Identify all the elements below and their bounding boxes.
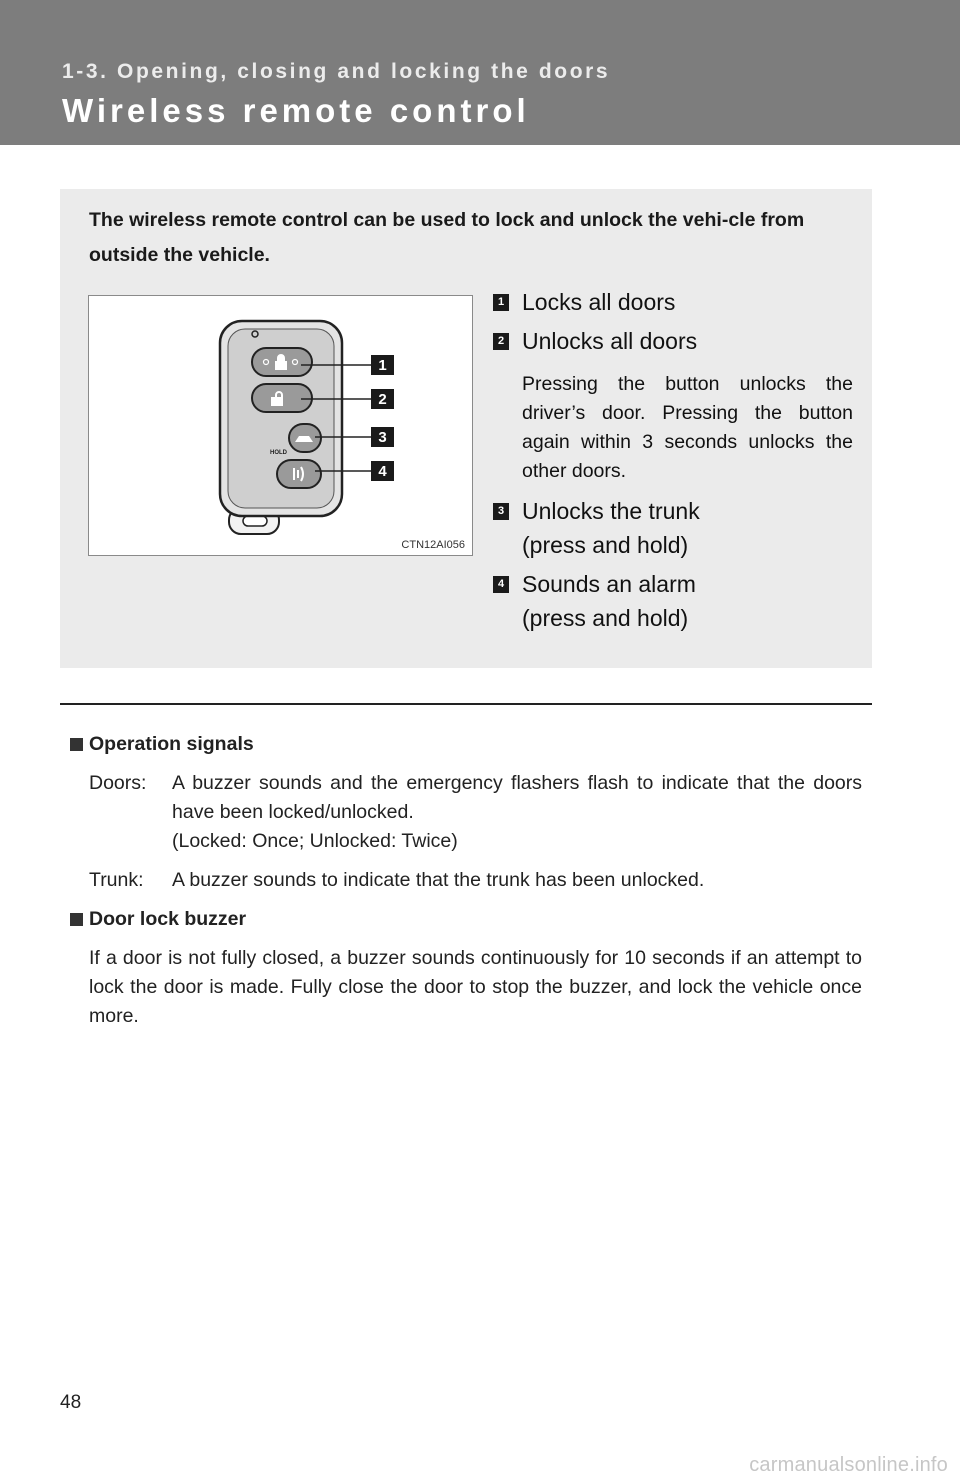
key-blade-slot	[243, 516, 267, 526]
legend-sublabel: (press and hold)	[522, 605, 689, 631]
legend-number: 1	[493, 294, 509, 311]
figure-code: CTN12AI056	[401, 539, 465, 551]
remote-key-illustration	[89, 296, 474, 557]
page-number: 48	[60, 1392, 82, 1413]
door-lock-buzzer-heading: Door lock buzzer	[70, 905, 862, 934]
callout-1: 1	[378, 357, 387, 374]
watermark: carmanualsonline.info	[749, 1454, 948, 1476]
legend-sublabel: (press and hold)	[522, 532, 689, 558]
callout-3: 3	[378, 429, 387, 446]
legend-number: 2	[493, 333, 509, 350]
doors-label: Doors:	[89, 772, 147, 794]
legend-number: 3	[493, 503, 509, 520]
hold-label: HOLD	[270, 450, 287, 456]
legend-description: Pressing the button unlocks the driver’s door. Pressing the button again within 3 seconds unlocks the other doors.	[522, 373, 853, 482]
legend-label: Locks all doors	[522, 289, 676, 315]
callout-4: 4	[378, 463, 387, 480]
doors-signal-row	[89, 769, 862, 856]
operation-signals-heading: Operation signals	[70, 730, 862, 759]
notes-section	[70, 730, 862, 1031]
doors-note: (Locked: Once; Unlocked: Twice)	[172, 830, 458, 852]
callout-2: 2	[378, 391, 387, 408]
section-title: 1-3. Opening, closing and locking the doors	[62, 60, 611, 83]
legend-label: Unlocks all doors	[522, 328, 698, 354]
door-lock-buzzer-text: If a door is not fully closed, a buzzer sounds continuously for 10 seconds if an attempt to lock the door is made. Fully close the door to stop the buzzer, and lock the vehicle once more.	[89, 947, 862, 1027]
trunk-description: A buzzer sounds to indicate that the trunk has been unlocked.	[172, 869, 705, 891]
legend-number: 4	[493, 576, 509, 593]
doors-description: A buzzer sounds and the emergency flashers flash to indicate that the doors have been locked/unlocked.	[172, 772, 862, 823]
legend-item-unlock	[493, 324, 853, 486]
button-legend	[493, 285, 853, 635]
legend-label: Unlocks the trunk	[522, 498, 700, 524]
trunk-signal-row	[89, 866, 862, 895]
doors-signal-text	[172, 769, 862, 856]
section-divider	[60, 703, 872, 705]
legend-label: Sounds an alarm	[522, 571, 696, 597]
intro-text: The wireless remote control can be used to lock and unlock the vehi-cle from outside the vehicle.	[89, 209, 805, 266]
remote-control-figure	[88, 295, 473, 556]
legend-item-alarm	[493, 567, 853, 635]
trunk-label: Trunk:	[89, 869, 144, 891]
page-header	[0, 0, 960, 145]
page-title: Wireless remote control	[62, 92, 530, 129]
legend-item-trunk	[493, 494, 853, 562]
legend-item-lock	[493, 285, 853, 319]
overview-panel	[60, 189, 872, 668]
